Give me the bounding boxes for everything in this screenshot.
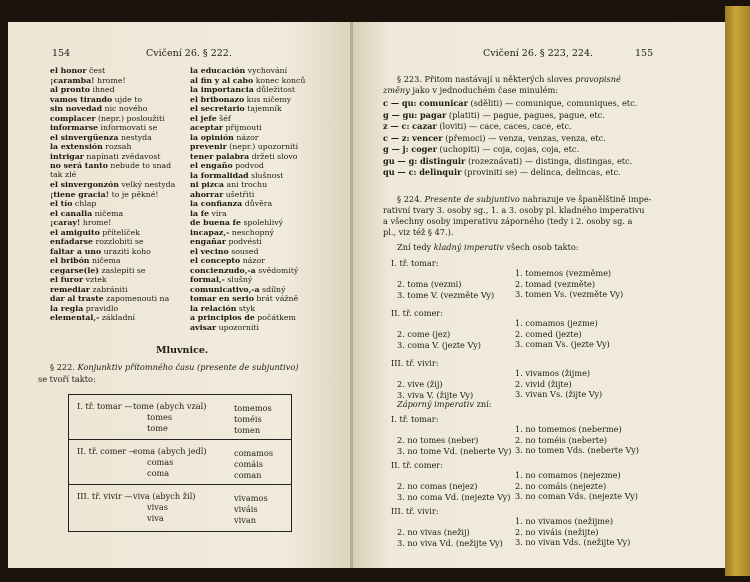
vocab-czech: zabrániti: [92, 284, 128, 294]
vocab-spanish: el tío: [50, 199, 73, 208]
spelling-change-row: [383, 98, 637, 108]
imperative-singular: 3. viva V. (žijte Vy): [397, 389, 474, 400]
imperative-plural: 2. no comáis (nejezte): [515, 480, 607, 491]
vocab-entry: [50, 180, 175, 189]
vocab-spanish: la fe: [190, 208, 210, 218]
change-verb: pagar: [419, 109, 447, 120]
vocab-czech: tajemník: [247, 104, 282, 113]
vocab-czech: vychování: [247, 66, 288, 75]
para-222-line1: [50, 362, 298, 372]
vocab-czech: chlap: [74, 199, 97, 208]
vocab-spanish: el jefe: [190, 113, 217, 123]
change-forms: (přemoci) — venza, venzas, venza, etc.: [445, 132, 606, 143]
change-verb: coger: [411, 144, 437, 154]
vocab-entry: [50, 190, 159, 199]
table-singular-form: viva: [147, 513, 164, 523]
vocab-spanish: la regla: [50, 303, 84, 313]
vocab-czech: svědomitý: [258, 265, 299, 275]
vocab-spanish: el amiguito: [50, 227, 100, 237]
vocab-spanish: faltar a uno: [50, 246, 102, 256]
vocab-spanish: concienzudo,-a: [190, 265, 256, 275]
left-page: [8, 22, 353, 568]
para-224-text: nahrazuje ve španělštině impe-: [522, 194, 652, 204]
vocab-entry: [190, 161, 264, 170]
vocab-spanish: intrigar: [50, 151, 84, 161]
vocab-czech: názor: [242, 256, 265, 265]
vocab-entry: [50, 313, 135, 322]
change-verb: cazar: [412, 121, 437, 131]
vocab-entry: [50, 199, 96, 208]
vocab-czech: konec konců: [255, 75, 306, 85]
page-edges: [725, 6, 750, 576]
imperative-plural: 1. tomemos (vezměme): [515, 268, 612, 278]
vocab-entry: [190, 199, 272, 208]
imperative-plural: 3. tomen Vs. (vezměte Vy): [515, 289, 624, 299]
vocab-spanish: enfadarse: [50, 237, 93, 246]
spelling-change-row: [383, 167, 621, 177]
vocab-spanish: dar al traste: [50, 294, 104, 303]
change-forms: (proviniti se) — delinca, delincas, etc.: [464, 167, 621, 177]
vocab-czech: rozsah: [105, 142, 132, 151]
para-224-line2: rativní tvary 3. osoby sg., 1. a 3. osoby pl. kladného imperativu: [383, 205, 645, 215]
para-224-italic: Presente de subjuntivo: [424, 194, 520, 204]
vocab-entry: [50, 133, 152, 142]
vocab-spanish: el secretario: [190, 104, 245, 113]
table-singular-form: viva (abych žil): [133, 491, 196, 501]
spelling-change-row: [383, 110, 605, 120]
vocab-entry: [50, 104, 147, 113]
imperative-singular: 2. vive (žij): [397, 379, 443, 389]
vocab-spanish: vamos tirando: [50, 94, 113, 104]
para-223-text1: Přitom nastávají u některých sloves: [424, 74, 573, 84]
para-223-text2: jako v jednoduchém čase minulém:: [412, 85, 559, 95]
vocab-spanish: el sinvergonzón: [50, 180, 119, 189]
vocab-entry: [190, 171, 283, 180]
imperative-plural: 1. vivamos (žijme): [515, 368, 591, 378]
vocab-czech: slušný: [227, 275, 253, 284]
vocab-czech: uraziti koho: [103, 246, 151, 256]
vocab-czech: důležitost: [256, 85, 295, 94]
para-222-line2: se tvoří takto:: [38, 374, 96, 384]
vocab-entry: [190, 275, 252, 284]
spelling-change-row: [383, 156, 632, 166]
vocab-entry: [50, 266, 146, 275]
vocab-spanish: engañar: [190, 237, 226, 246]
change-verb: vencer: [412, 132, 443, 143]
vocab-spanish: la formalidad: [190, 170, 249, 180]
table-singular-form: tomes: [147, 412, 173, 422]
imperative-plural: 3. no vivan Vds. (nežijte Vy): [515, 537, 631, 547]
change-forms: (loviti) — cace, caces, cace, etc.: [439, 121, 572, 131]
vocab-entry: [50, 85, 115, 94]
para-223-number: § 223.: [397, 74, 422, 84]
vocab-spanish: la extensión: [50, 142, 103, 151]
vocab-spanish: elemental,-: [50, 313, 100, 322]
para-224-line1: [397, 194, 651, 204]
imperative-singular: 2. come (jez): [397, 329, 451, 339]
imperative-class-label: I. tř. tomar:: [391, 258, 439, 268]
vocab-czech: soused: [231, 246, 259, 256]
kladny-post: všech osob takto:: [506, 242, 579, 252]
para-223-line1: [397, 74, 621, 84]
vocab-czech: upozorniti: [218, 322, 259, 332]
imperative-plural: 3. coman Vs. (jezte Vy): [515, 339, 610, 349]
change-forms: (rozeznávati) — distinga, distingas, etc.: [467, 155, 633, 166]
vocab-entry: [190, 114, 231, 123]
change-forms: (sděliti) — comunique, comuniques, etc.: [470, 98, 638, 108]
imperative-plural: 1. comamos (jezme): [515, 318, 598, 328]
table-divider: [69, 484, 291, 485]
table-singular-form: tome (abych vzal): [133, 401, 207, 411]
vocab-spanish: la importancia: [190, 85, 254, 94]
vocab-spanish: ¡tiene gracia!: [50, 189, 110, 199]
vocab-czech: přítelíček: [102, 227, 140, 237]
table-class-label: III. tř. vivir —: [77, 491, 133, 501]
vocab-entry: [50, 95, 142, 104]
vocab-czech: (nepr.) upozorniti: [229, 142, 299, 151]
vocab-czech: podvésti: [228, 237, 262, 246]
para-224-line4: pl., viz též § 47.).: [383, 227, 454, 237]
vocab-entry: [190, 66, 287, 75]
vocab-spanish: a principios de: [190, 313, 255, 322]
right-page-number: 155: [635, 48, 654, 59]
imperative-singular: 2. no comas (nejez): [397, 481, 478, 491]
vocab-czech: hrome!: [82, 218, 112, 227]
kladny-pre: Zní tedy: [397, 242, 432, 252]
vocab-spanish: cegarse(le): [50, 265, 99, 275]
imperative-class-label: III. tř. vivir:: [391, 358, 439, 368]
imperative-plural: 3. vivan Vs. (žijte Vy): [515, 389, 603, 399]
imperative-singular: 3. coma V. (jezte Vy): [397, 339, 481, 350]
vocab-entry: [50, 237, 144, 246]
vocab-entry: [190, 323, 259, 332]
vocab-entry: [50, 161, 180, 179]
vocab-czech: ničema: [94, 208, 124, 218]
change-rule: gu — g:: [383, 155, 418, 166]
vocab-spanish: la opinión: [190, 132, 234, 142]
vocab-spanish: el honor: [50, 66, 87, 75]
vocab-spanish: prevenir: [190, 142, 227, 151]
vocab-spanish: el bribonazo: [190, 94, 245, 104]
vocab-entry: [190, 294, 298, 303]
table-plural-form: comamos: [234, 448, 274, 458]
imperative-plural: 1. no vivamos (nežijme): [515, 516, 614, 526]
vocab-entry: [190, 304, 255, 313]
vocab-entry: [50, 142, 131, 151]
vocab-entry: [50, 256, 121, 265]
vocab-czech: velký nestyda: [121, 180, 176, 189]
vocab-entry: [190, 237, 262, 246]
change-verb: comunicar: [419, 98, 468, 108]
imperative-plural: 2. tomad (vezměte): [515, 278, 596, 289]
vocab-entry: [50, 304, 118, 313]
vocab-spanish: tener palabra: [190, 151, 250, 161]
vocab-czech: nebude to snad tak zlé: [50, 161, 172, 180]
vocab-czech: víra: [211, 208, 227, 218]
vocab-entry: [190, 247, 259, 256]
vocab-czech: ani trochu: [226, 180, 268, 189]
imperative-plural: 3. no coman Vds. (nejezte Vy): [515, 491, 638, 501]
vocab-czech: (nepr.) posloužiti: [97, 113, 165, 123]
imperative-plural: 1. no tomemos (neberme): [515, 424, 622, 434]
right-page: [353, 22, 725, 568]
vocab-entry: [190, 85, 295, 94]
vocab-czech: podvod: [235, 161, 264, 170]
vocab-spanish: al fin y al cabo: [190, 75, 254, 85]
left-page-number: 154: [52, 48, 71, 59]
imperative-plural: 2. vivid (žijte): [515, 378, 572, 389]
vocab-czech: styk: [238, 303, 256, 313]
vocab-entry: [190, 285, 285, 294]
vocab-czech: základní: [101, 313, 135, 322]
vocab-entry: [190, 190, 254, 199]
kladny-italic: kladný imperativ: [433, 242, 504, 252]
table-plural-form: comáis: [234, 459, 263, 469]
vocab-czech: rozzlobiti se: [95, 237, 144, 246]
vocab-spanish: la relación: [190, 303, 237, 313]
conjugation-table: [68, 394, 292, 532]
vocab-spanish: el concepto: [190, 256, 241, 265]
vocab-entry: [190, 313, 296, 322]
vocab-spanish: aceptar: [190, 123, 223, 132]
vocab-spanish: el vecino: [190, 246, 229, 256]
vocab-spanish: ni pizca: [190, 180, 224, 189]
vocab-spanish: el canalla: [50, 208, 93, 218]
table-class-label: II. tř. comer —: [77, 446, 138, 456]
table-plural-form: tomemos: [234, 403, 272, 413]
vocab-spanish: tomar en serio: [190, 294, 254, 303]
vocab-entry: [50, 285, 128, 294]
vocab-czech: počátkem: [257, 313, 296, 322]
vocab-spanish: de buena fe: [190, 218, 241, 227]
vocab-czech: důvěra: [244, 199, 273, 208]
change-rule: c — z:: [383, 132, 410, 143]
imperative-singular: 3. tome V. (vezměte Vy): [397, 289, 495, 300]
vocab-entry: [50, 228, 140, 237]
vocab-spanish: comunicativo,-a: [190, 284, 260, 294]
table-plural-form: viváis: [234, 504, 258, 514]
para-223-italic1: pravopisné: [575, 74, 621, 84]
change-verb: delinquir: [419, 167, 462, 177]
vocab-spanish: el bribón: [50, 256, 90, 265]
vocab-entry: [190, 133, 259, 142]
imperative-singular: 3. no tome Vd. (neberte Vy): [397, 445, 512, 456]
change-forms: (uchopiti) — coja, cojas, coja, etc.: [439, 144, 580, 154]
vocab-spanish: el furor: [50, 275, 84, 284]
vocab-spanish: remediar: [50, 284, 90, 294]
vocab-spanish: no será tanto: [50, 161, 108, 170]
vocab-czech: informovati se: [100, 123, 158, 132]
vocab-entry: [190, 209, 227, 218]
spelling-change-row: [383, 121, 572, 131]
para-222-number: § 222.: [50, 362, 75, 372]
table-singular-form: coma (abych jedl): [133, 446, 207, 456]
section-title: Mluvnice.: [156, 345, 209, 356]
vocab-spanish: complacer: [50, 113, 96, 123]
imperative-class-label: III. tř. vivir:: [391, 506, 439, 516]
zaporny-post: zní:: [476, 399, 492, 409]
vocab-spanish: avisar: [190, 322, 217, 332]
vocab-czech: hrome!: [97, 75, 126, 85]
vocab-entry: [190, 123, 262, 132]
table-plural-form: tomen: [234, 425, 261, 435]
para-224-number: § 224.: [397, 194, 422, 204]
vocab-czech: šéf: [219, 113, 231, 123]
imperative-singular: 2. no tomes (neber): [397, 435, 479, 445]
vocab-entry: [190, 95, 291, 104]
table-plural-form: vivan: [234, 515, 257, 525]
imperative-plural: 2. comed (jezte): [515, 328, 582, 339]
table-singular-form: vivas: [147, 502, 168, 512]
imperative-class-label: I. tř. tomar:: [391, 414, 439, 424]
para-223-italic2: změny: [383, 85, 410, 95]
vocab-entry: [50, 247, 151, 256]
spelling-change-row: [383, 133, 606, 143]
para-223-line2: [383, 85, 558, 95]
vocab-spanish: la confianza: [190, 199, 243, 208]
change-rule: qu — c:: [383, 167, 417, 177]
vocab-czech: ušetřiti: [225, 189, 255, 199]
imperative-plural: 3. no tomen Vds. (neberte Vy): [515, 445, 639, 455]
vocab-entry: [50, 294, 169, 303]
vocab-czech: sdílný: [262, 284, 286, 294]
imperative-singular: 3. no coma Vd. (nejezte Vy): [397, 491, 511, 502]
table-plural-form: toméis: [234, 414, 262, 424]
vocab-czech: neschopný: [231, 227, 274, 237]
right-running-head: Cvičení 26. § 223, 224.: [483, 48, 594, 59]
para-222-italic: Konjunktiv přítomného času (presente de subjuntivo): [77, 362, 299, 372]
vocab-spanish: al pronto: [50, 85, 90, 94]
vocab-czech: pravidlo: [85, 303, 119, 313]
para-224-line3: a všechny osoby imperativu záporného (tedy i 2. osoby sg. a: [383, 216, 633, 226]
vocab-spanish: informarse: [50, 123, 99, 132]
vocab-entry: [190, 76, 305, 85]
table-singular-form: coma: [147, 468, 170, 478]
left-running-head: Cvičení 26. § 222.: [146, 48, 232, 59]
change-forms: (platiti) — pague, pagues, pague, etc.: [448, 109, 605, 120]
table-divider: [69, 439, 291, 440]
vocab-czech: to je pěkné!: [111, 189, 159, 199]
vocab-entry: [50, 66, 105, 75]
imperative-singular: 2. no vivas (nežij): [397, 527, 470, 537]
table-plural-form: vivamos: [234, 493, 268, 503]
vocab-czech: zapomenouti na: [106, 294, 170, 303]
vocab-czech: napínati zvědavost: [86, 151, 161, 161]
vocab-spanish: el sinvergüenza: [50, 132, 119, 142]
table-plural-form: coman: [234, 470, 262, 480]
vocab-spanish: la educación: [190, 66, 246, 75]
vocab-entry: [190, 180, 267, 189]
vocab-spanish: el engaño: [190, 161, 233, 170]
change-rule: g — gu:: [383, 109, 418, 120]
vocab-spanish: ¡caray!: [50, 218, 81, 227]
vocab-entry: [190, 104, 282, 113]
vocab-czech: nic nového: [104, 104, 148, 113]
imperative-plural: 1. no comamos (nejezme): [515, 470, 621, 480]
vocab-entry: [190, 142, 298, 151]
change-rule: c — qu:: [383, 98, 417, 108]
vocab-czech: čest: [88, 66, 106, 75]
imperative-class-label: II. tř. comer:: [391, 308, 443, 318]
vocab-entry: [50, 275, 107, 284]
vocab-spanish: incapaz,-: [190, 227, 230, 237]
vocab-czech: držeti slovo: [251, 151, 298, 161]
vocab-czech: kus ničemy: [246, 94, 292, 104]
table-class-label: I. tř. tomar —: [77, 401, 133, 411]
vocab-spanish: sin novedad: [50, 104, 103, 113]
vocab-entry: [50, 218, 111, 227]
vocab-spanish: ahorrar: [190, 189, 224, 199]
vocab-entry: [50, 114, 165, 123]
vocab-czech: zaslepiti se: [101, 265, 146, 275]
vocab-czech: vztek: [85, 275, 107, 284]
vocab-czech: nestyda: [120, 132, 152, 142]
imperative-plural: 2. no viváis (nežijte): [515, 526, 599, 537]
spelling-change-row: [383, 144, 579, 154]
vocab-czech: přijmouti: [225, 123, 262, 132]
vocab-czech: spolehlivý: [243, 218, 284, 227]
vocab-czech: ničema: [91, 256, 121, 265]
vocab-entry: [50, 123, 157, 132]
change-verb: distinguir: [419, 155, 466, 166]
table-singular-form: tome: [147, 423, 168, 433]
vocab-czech: ujde to: [114, 94, 143, 104]
zaporny-italic: Záporný imperativ: [397, 399, 474, 409]
vocab-entry: [190, 266, 298, 275]
vocab-entry: [190, 228, 274, 237]
vocab-spanish: ¡caramba!: [50, 75, 95, 85]
imperative-plural: 2. no toméis (neberte): [515, 434, 608, 445]
vocab-entry: [190, 152, 297, 161]
vocab-entry: [50, 209, 123, 218]
vocab-czech: brát vážně: [256, 294, 299, 303]
kladny-intro: [397, 242, 579, 252]
vocab-entry: [50, 152, 160, 161]
change-rule: z — c:: [383, 121, 410, 131]
imperative-singular: 3. no viva Vd. (nežijte Vy): [397, 537, 503, 548]
vocab-entry: [190, 256, 265, 265]
imperative-singular: 2. toma (vezmi): [397, 279, 462, 289]
vocab-czech: slušnost: [251, 170, 284, 180]
vocab-czech: názor: [236, 132, 259, 142]
change-rule: g — j:: [383, 144, 409, 154]
vocab-spanish: formal,-: [190, 275, 225, 284]
table-singular-form: comas: [147, 457, 174, 467]
zaporny-intro: [397, 399, 492, 409]
vocab-entry: [50, 76, 126, 85]
imperative-class-label: II. tř. comer:: [391, 460, 443, 470]
vocab-czech: ihned: [92, 85, 115, 94]
vocab-entry: [190, 218, 283, 227]
